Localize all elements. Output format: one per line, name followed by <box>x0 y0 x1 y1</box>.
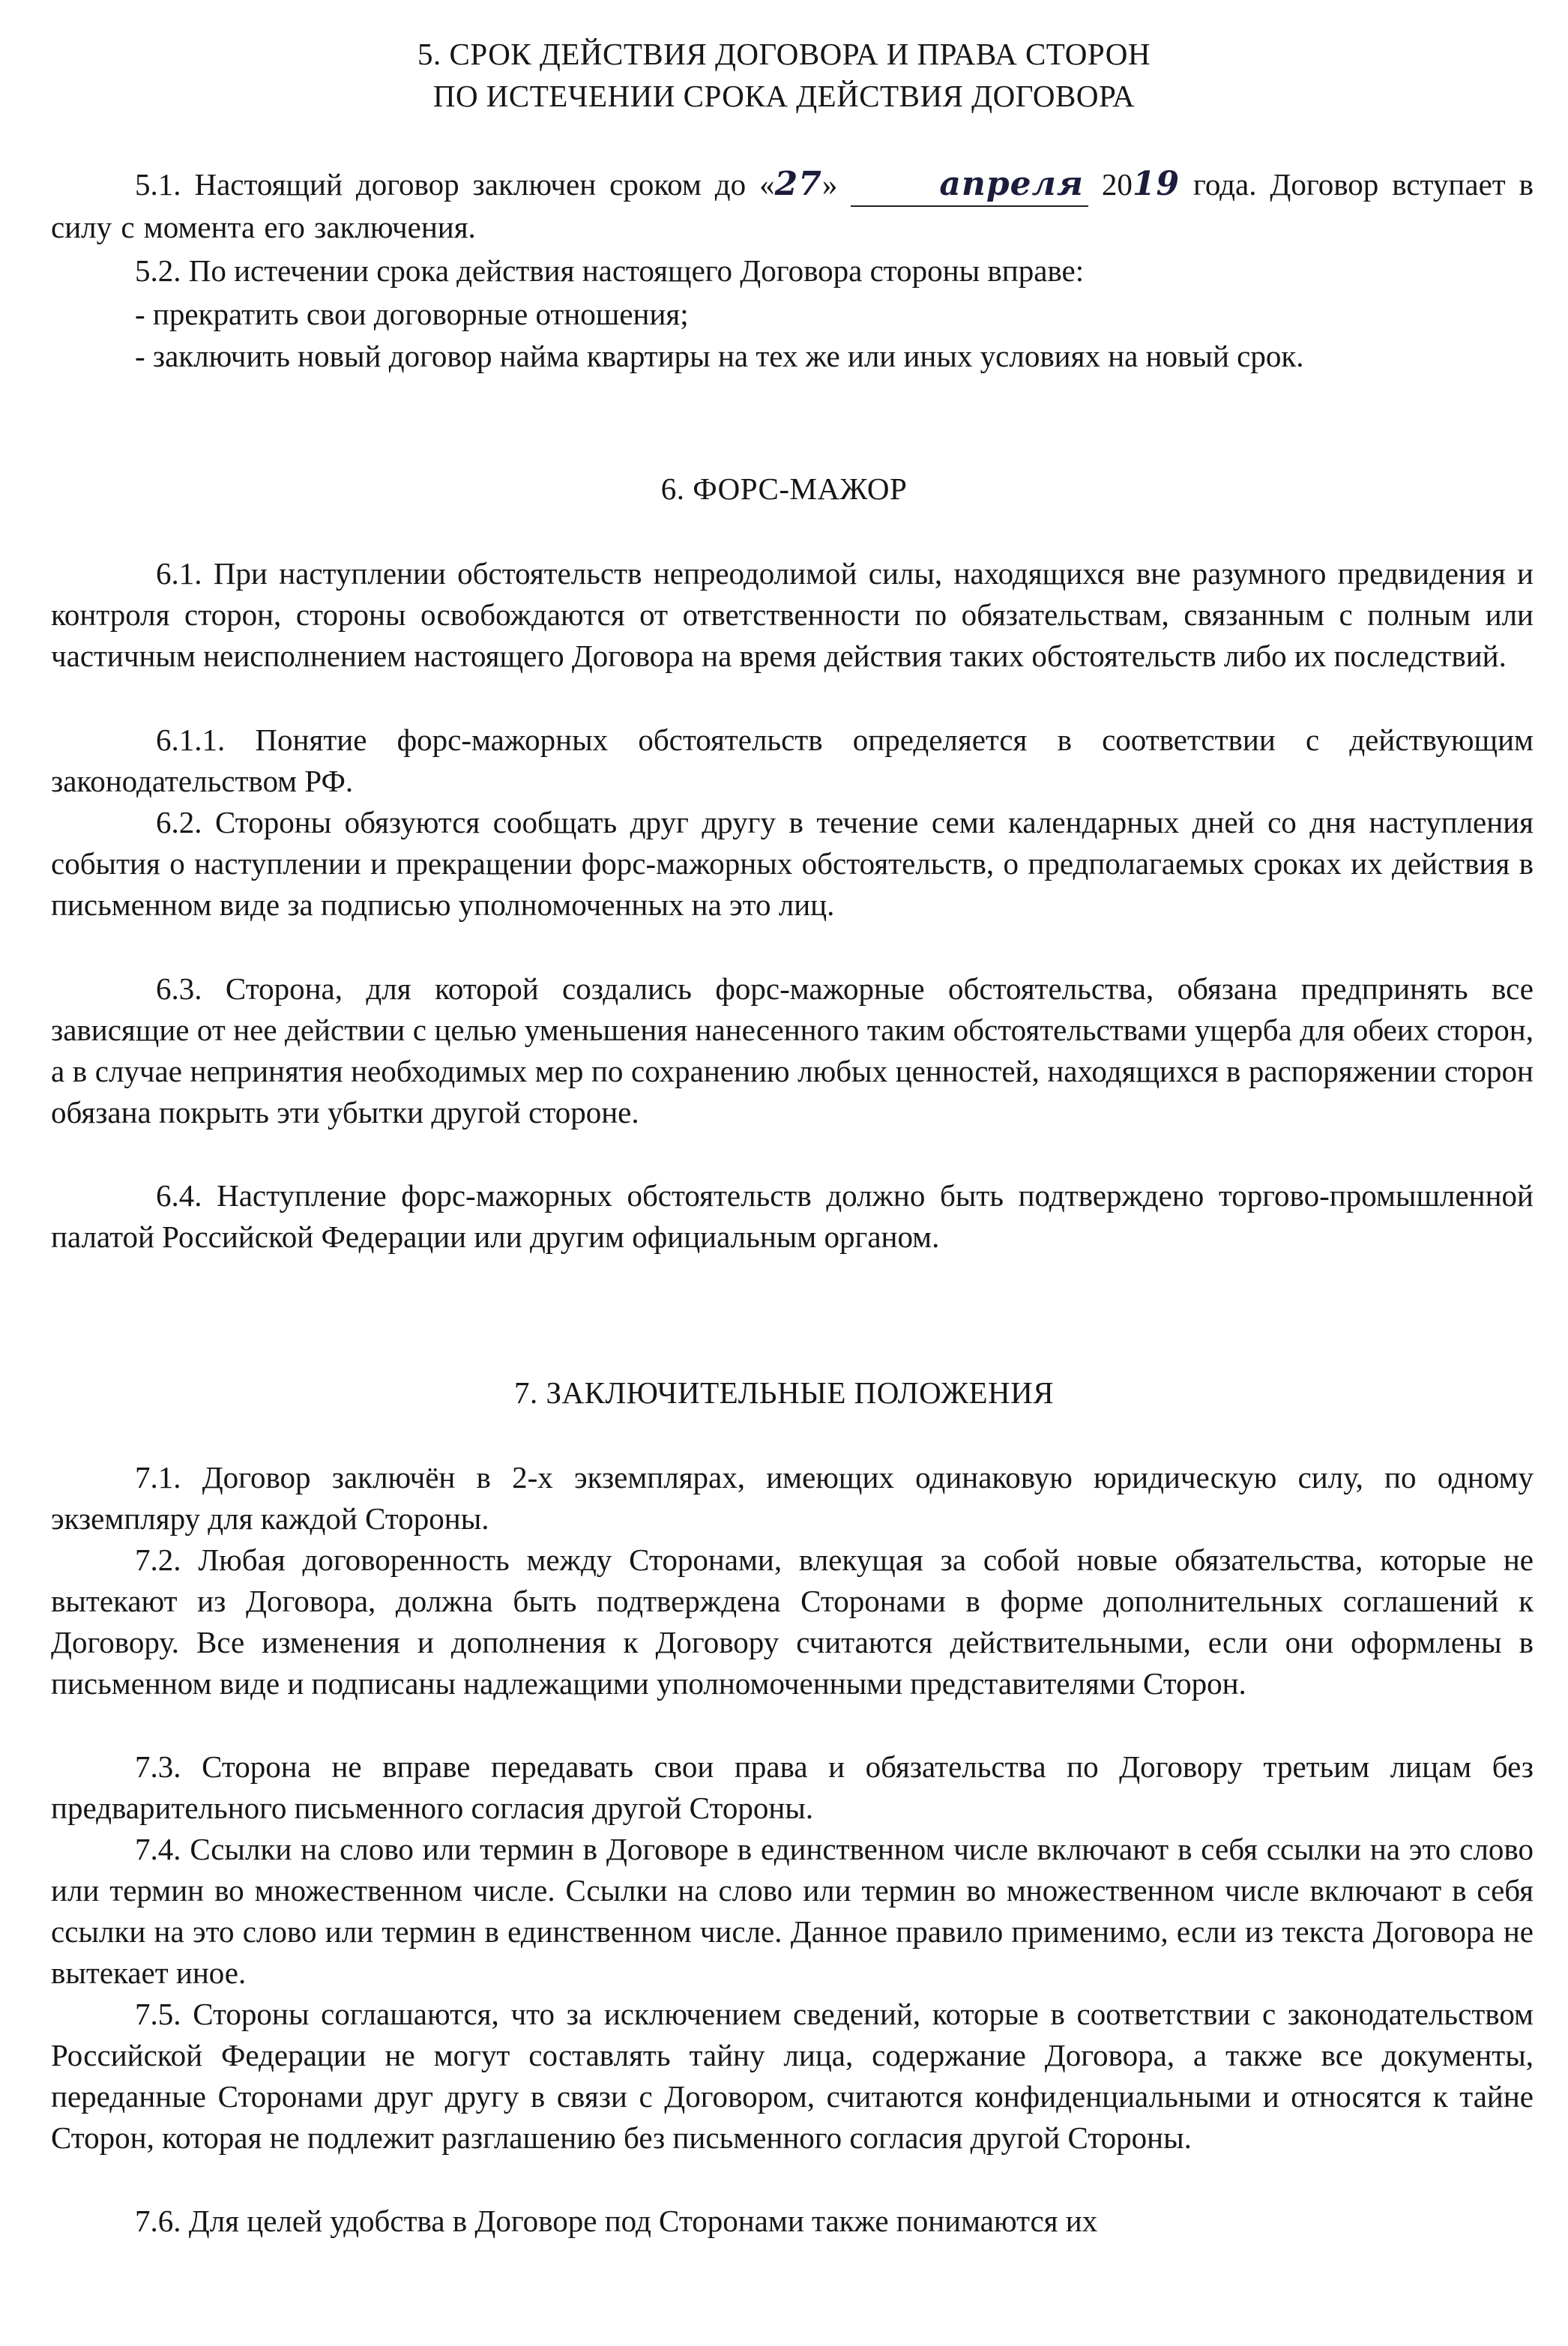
clause-7-5: 7.5. Стороны соглашаются, что за исключением сведений, которые в соответствии с законодательством Российской Федерации не могут составлять тайну лица, содержание Договора, а также все документы, переданные Сторонами друг другу в связи с Договором, считаются конфиденциальными и относятся к тайне Сторон, которая не подлежит разглашению без письменного согласия другой Стороны. <box>51 1997 1534 2155</box>
handwritten-day: 27 <box>774 165 822 203</box>
clause-7-1: 7.1. Договор заключён в 2-х экземплярах, имеющих одинаковую юридическую силу, по одному экземпляру для каждой Стороны. <box>51 1460 1534 1536</box>
clause-5-1 <box>51 163 1534 248</box>
clause-7-3: 7.3. Сторона не вправе передавать свои права и обязательства по Договору третьим лицам без предварительного письменного согласия другой Стороны. <box>51 1749 1534 1825</box>
section-5-title-line2: ПО ИСТЕЧЕНИИ СРОКА ДЕЙСТВИЯ ДОГОВОРА <box>432 79 1136 113</box>
section-5-title-line1: 5. СРОК ДЕЙСТВИЯ ДОГОВОРА И ПРАВА СТОРОН <box>417 37 1151 71</box>
clause-5-2-item-1: - прекратить свои договорные отношения; <box>135 297 689 331</box>
clause-7-2: 7.2. Любая договоренность между Сторонами, влекущая за собой новые обязательства, которые не вытекают из Договора, должна быть подтверждена Сторонами в форме дополнительных соглашений к Договору. Все изменения и дополнения к Договору считаются действительными, если они оформлены в письменном виде и подписаны надлежащими уполномоченными представителями Сторон. <box>51 1543 1534 1701</box>
clause-6-1: 6.1. При наступлении обстоятельств непреодолимой силы, находящихся вне разумного предвидения и контроля сторон, стороны освобождаются от ответственности по обязательствам, связанным с полным или частичным неисполнением настоящего Договора на время действия таких обстоятельств либо их последствий. <box>51 556 1534 673</box>
clause-5-1-mid: » <box>821 167 851 202</box>
clause-6-2: 6.2. Стороны обязуются сообщать друг другу в течение семи календарных дней со дня наступления события о наступлении и прекращении форс-мажорных обстоятельств, о предполагаемых сроках их действия в письменном виде за подписью уполномоченных на это лиц. <box>51 805 1534 922</box>
clause-5-1-suffix: года. Договор вступает в силу с момента его заключения. <box>51 167 1534 244</box>
handwritten-month: апреля <box>939 165 1084 203</box>
section-6-title: 6. ФОРС-МАЖОР <box>660 471 908 506</box>
clause-6-1-1: 6.1.1. Понятие форс-мажорных обстоятельств определяется в соответствии с действующим законодательством РФ. <box>51 723 1534 798</box>
clause-6-4: 6.4. Наступление форс-мажорных обстоятельств должно быть подтверждено торгово-промышленной палатой Российской Федерации или другим официальным органом. <box>51 1178 1534 1254</box>
handwritten-year: 19 <box>1132 165 1180 203</box>
clause-5-1-prefix: 5.1. Настоящий договор заключен сроком до « <box>135 167 775 202</box>
clause-6-3: 6.3. Сторона, для которой создались форс-мажорные обстоятельства, обязана предпринять все зависящие от нее действии с целью уменьшения нанесенного таким обстоятельствами ущерба для обеих сторон, а в случае непринятия необходимых мер по сохранению любых ценностей, находящихся в распоряжении сторон обязана покрыть эти убытки другой стороне. <box>51 971 1534 1130</box>
month-blank <box>851 163 1088 207</box>
clause-5-2: 5.2. По истечении срока действия настоящего Договора стороны вправе: <box>135 253 1085 288</box>
clause-5-1-year-prefix: 20 <box>1088 167 1133 202</box>
clause-7-4: 7.4. Ссылки на слово или термин в Договоре в единственном числе включают в себя ссылки на это слово или термин во множественном числе. Ссылки на слово или термин во множественном числе включают в себя ссылки на это слово или термин в единственном числе. Данное правило применимо, если из текста Договора не вытекает иное. <box>51 1832 1534 1990</box>
section-7-title: 7. ЗАКЛЮЧИТЕЛЬНЫЕ ПОЛОЖЕНИЯ <box>513 1375 1055 1410</box>
clause-7-6: 7.6. Для целей удобства в Договоре под Сторонами также понимаются их <box>135 2204 1098 2238</box>
clause-5-2-item-2: - заключить новый договор найма квартиры на тех же или иных условиях на новый срок. <box>135 339 1304 373</box>
